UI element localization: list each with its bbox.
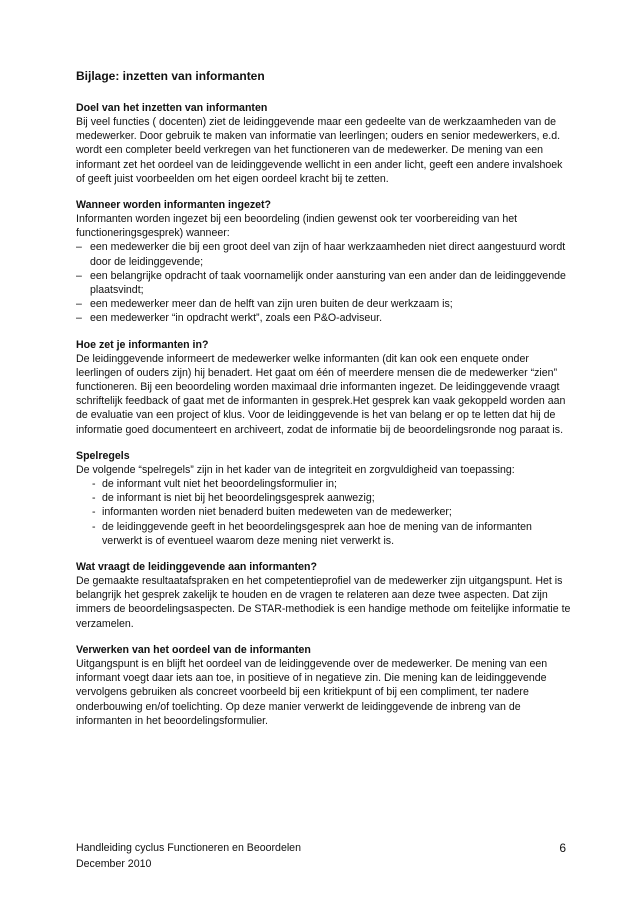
hyphen-bullet: -	[92, 506, 96, 519]
list-item	[76, 240, 572, 268]
section-wat-vraagt	[76, 560, 572, 631]
list-item-text: een medewerker meer dan de helft van zijn uren buiten de deur werkzaam is;	[90, 298, 453, 311]
section-paragraph: Uitgangspunt is en blijft het oordeel van de leidinggevende over de medewerker. De mening van een informant voegt daar iets aan toe, in positieve of in negatieve zin. Die mening kan de leidinggevende vervolgens gebruiken als concreet voorbeeld bij een kritiekpunt of bij een compliment, ter nadere onderbouwing en/of toelichting. Op deze manier verwerkt de leidinggevende de inbreng van de informanten in het beoordelingsformulier.	[76, 657, 548, 727]
list-item-text: een medewerker “in opdracht werkt”, zoals een P&O-adviseur.	[90, 312, 383, 325]
section-doel	[76, 101, 572, 186]
section-heading: Verwerken van het oordeel van de informanten	[76, 643, 311, 656]
dash-bullet: –	[76, 312, 82, 325]
list-item	[76, 297, 572, 311]
section-paragraph: Informanten worden ingezet bij een beoordeling (indien gewenst ook ter voorbereiding van het functioneringsgesprek) wanneer:	[76, 213, 518, 240]
section-heading: Wanneer worden informanten ingezet?	[76, 199, 272, 212]
list-item-text: de informant vult niet het beoordelingsformulier in;	[102, 478, 337, 491]
list-item	[76, 311, 572, 325]
list-item	[76, 520, 572, 548]
list-item-text: informanten worden niet benaderd buiten medeweten van de medewerker;	[102, 506, 452, 519]
dash-bullet: –	[76, 241, 82, 254]
list-item-text: de informant is niet bij het beoordelingsgesprek aanwezig;	[102, 492, 375, 505]
hyphen-bullet: -	[92, 520, 96, 533]
footer-document-name: Handleiding cyclus Functioneren en Beoordelen	[76, 842, 301, 854]
section-paragraph: De volgende “spelregels” zijn in het kader van de integriteit en zorgvuldigheid van toepassing:	[76, 463, 515, 476]
list-item-text: een belangrijke opdracht of taak voornamelijk onder aansturing van een ander dan de leidinggevende plaatsvindt;	[90, 269, 566, 297]
list-item-text: de leidinggevende geeft in het beoordelingsgesprek aan hoe de mening van de informanten verwerkt is of eventueel waarom deze mening niet verwerkt is.	[102, 520, 532, 547]
hyphen-bullet: -	[92, 492, 96, 505]
footer-date: December 2010	[76, 858, 152, 870]
section-spelregels	[76, 449, 572, 548]
rules-list	[76, 477, 572, 548]
section-verwerken	[76, 643, 572, 728]
section-hoe	[76, 338, 572, 437]
section-heading: Wat vraagt de leidinggevende aan informanten?	[76, 561, 317, 574]
section-wanneer	[76, 198, 572, 326]
document-body	[76, 69, 572, 740]
section-heading: Spelregels	[76, 449, 130, 462]
dash-bullet: –	[76, 269, 82, 282]
hyphen-bullet: -	[92, 478, 96, 491]
document-title: Bijlage: inzetten van informanten	[76, 69, 265, 83]
section-heading: Doel van het inzetten van informanten	[76, 102, 268, 114]
list-item	[76, 477, 572, 491]
list-item	[76, 491, 572, 505]
page-number: 6	[559, 841, 566, 855]
section-paragraph: De leidinggevende informeert de medewerker welke informanten (dit kan ook een enquete onder leerlingen of ouders zijn) hij benadert. Het gaat om één of meerdere mensen die de medewerker “zien” functioneren. Bij een beoordeling worden maximaal drie informanten ingezet. De leidinggevende vraagt schriftelijk feedback of gaat met de informanten in gesprek.Het gesprek kan vaak gekoppeld worden aan de evaluatie van een project of klus. Voor de leidinggevende is het van belang er op te letten dat hij de informatie goed documenteert en archiveert, zodat de informatie bij de beoordelingsronde nog paraat is.	[76, 352, 566, 436]
list-item-text: een medewerker die bij een groot deel van zijn of haar werkzaamheden niet direct aangestuurd wordt door de leidinggevende;	[90, 241, 566, 268]
section-paragraph: De gemaakte resultaatafspraken en het competentieprofiel van de medewerker zijn uitgangspunt. Het is belangrijk het gesprek zakelijk te houden en de vragen te relateren aan deze twee aspecten. Dat zijn immers de beoordelingsaspecten. De STAR-methodiek is een handige methode om feitelijke informatie te verzamelen.	[76, 575, 571, 630]
criteria-list	[76, 240, 572, 325]
list-item	[76, 505, 572, 519]
page-footer	[76, 840, 572, 872]
dash-bullet: –	[76, 298, 82, 311]
list-item	[76, 269, 572, 297]
section-paragraph: Bij veel functies ( docenten) ziet de leidinggevende maar een gedeelte van de werkzaamheden van de medewerker. Door gebruik te maken van informatie van leerlingen; ouders en senior medewerkers, e.d. wordt een completer beeld verkregen van het functioneren van de medewerker. De mening van een informant zet het oordeel van de leidinggevende wellicht in een ander licht, geeft een andere invalshoek of geeft juist voorbeelden om het eigen oordeel kracht bij te zetten.	[76, 116, 563, 185]
section-heading: Hoe zet je informanten in?	[76, 338, 209, 351]
